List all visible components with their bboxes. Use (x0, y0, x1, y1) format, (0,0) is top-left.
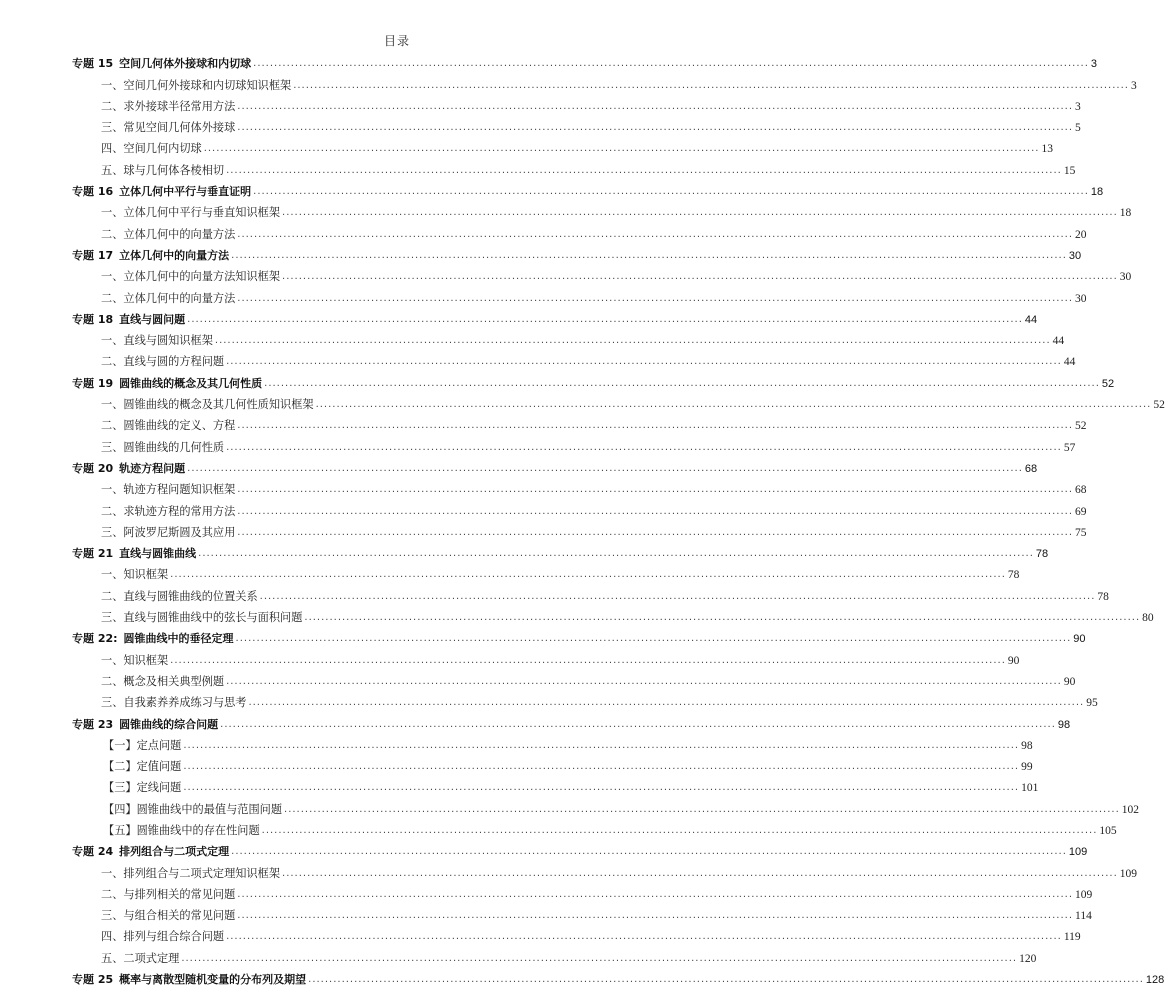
toc-page-number: 95 (1086, 697, 1098, 710)
toc-leader-dots: ........................................................................................................................................................................................................ (282, 207, 1118, 219)
toc-section-entry[interactable] (72, 582, 1109, 603)
toc-page-number: 44 (1024, 313, 1038, 326)
toc-entry-text: 二、直线与圆的方程问题 (101, 355, 225, 369)
toc-chapter-number: 专题 16 (72, 185, 114, 199)
toc-chapter-entry[interactable] (72, 369, 1115, 390)
toc-page-number: 98 (1021, 739, 1033, 752)
toc-entry-label (101, 419, 235, 433)
toc-leader-dots: ........................................................................................................................................................................................................ (237, 484, 1074, 496)
toc-entry-label (101, 441, 224, 455)
toc-section-entry[interactable] (72, 923, 1081, 944)
toc-leader-dots: ........................................................................................................................................................................................................ (231, 846, 1067, 858)
toc-entry-text: 【五】圆锥曲线中的存在性问题 (103, 823, 260, 837)
page-title: 目录 (383, 34, 410, 48)
toc-page-number: 75 (1075, 526, 1087, 539)
toc-entry-label (103, 760, 181, 774)
toc-leader-dots: ........................................................................................................................................................................................................ (282, 867, 1118, 879)
toc-entry-text: 四、排列与组合综合问题 (101, 930, 225, 944)
toc-entry-text: 【四】圆锥曲线中的最值与范围问题 (103, 802, 283, 816)
toc-entry-label (101, 483, 235, 497)
toc-chapter-number: 专题 18 (72, 312, 114, 326)
toc-entry-text: 二、立体几何中的向量方法 (101, 227, 236, 241)
toc-entry-label (72, 377, 262, 391)
toc-page-number: 90 (1063, 675, 1076, 688)
toc-entry-text: 一、轨迹方程问题知识框架 (101, 483, 236, 497)
toc-leader-dots: ........................................................................................................................................................................................................ (237, 122, 1074, 134)
toc-entry-label (103, 803, 282, 817)
toc-entry-label (72, 632, 234, 646)
toc-entry-text: 一、立体几何中的向量方法知识框架 (101, 270, 281, 284)
toc-entry-label (101, 206, 280, 220)
toc-leader-dots: ........................................................................................................................................................................................................ (315, 399, 1152, 411)
toc-chapter-number: 专题 17 (72, 248, 114, 262)
toc-page-number: 109 (1119, 867, 1138, 880)
toc-leader-dots: ........................................................................................................................................................................................................ (308, 974, 1144, 986)
toc-chapter-entry[interactable] (72, 710, 1071, 731)
toc-section-entry[interactable] (72, 795, 1140, 816)
toc-leader-dots: ........................................................................................................................................................................................................ (183, 739, 1020, 751)
toc-section-entry[interactable] (72, 199, 1132, 220)
toc-section-entry[interactable] (72, 753, 1033, 774)
toc-section-entry[interactable] (72, 497, 1087, 518)
toc-chapter-entry[interactable] (72, 306, 1038, 327)
toc-entry-text: 五、球与几何体各棱相切 (101, 163, 225, 177)
toc-entry-label (103, 739, 181, 753)
toc-entry-label (72, 973, 306, 987)
toc-chapter-number: 专题 25 (72, 973, 114, 987)
toc-section-entry[interactable] (72, 433, 1076, 454)
toc-leader-dots: ........................................................................................................................................................................................................ (237, 292, 1074, 304)
toc-page-number: 68 (1024, 462, 1038, 475)
toc-section-entry[interactable] (72, 732, 1033, 753)
toc-section-entry[interactable] (72, 71, 1137, 92)
toc-chapter-number: 专题 19 (72, 376, 114, 390)
toc-leader-dots: ........................................................................................................................................................................................................ (198, 548, 1034, 560)
toc-leader-dots: ........................................................................................................................................................................................................ (237, 526, 1074, 538)
toc-leader-dots: ........................................................................................................................................................................................................ (187, 313, 1023, 325)
toc-leader-dots: ........................................................................................................................................................................................................ (183, 782, 1020, 794)
toc-entry-text: 二、与排列相关的常见问题 (101, 887, 236, 901)
toc-page-number: 80 (1142, 612, 1154, 625)
toc-section-entry[interactable] (72, 817, 1117, 838)
toc-entry-text: 【二】定值问题 (103, 760, 182, 774)
toc-entry-text: 三、与组合相关的常见问题 (101, 909, 236, 923)
toc-page-number: 98 (1057, 718, 1071, 731)
toc-page-number: 114 (1075, 910, 1092, 923)
toc-section-entry[interactable] (72, 668, 1076, 689)
toc-entry-label (101, 867, 280, 881)
toc-page-number: 30 (1075, 292, 1087, 305)
toc-leader-dots: ........................................................................................................................................................................................................ (237, 505, 1074, 517)
toc-entry-label (101, 675, 224, 689)
toc-entry-text: 一、圆锥曲线的概念及其几何性质知识框架 (101, 398, 314, 412)
toc-entry-label (101, 398, 314, 412)
toc-entry-label (101, 334, 213, 348)
toc-entry-label (72, 185, 251, 199)
toc-entry-text: 空间几何体外接球和内切球 (119, 57, 252, 71)
toc-entry-text: 二、求轨迹方程的常用方法 (101, 504, 236, 518)
toc-entry-label (101, 164, 224, 178)
toc-chapter-number: 专题 24 (72, 845, 114, 859)
toc-entry-text: 概率与离散型随机变量的分布列及期望 (119, 973, 307, 987)
toc-chapter-entry[interactable] (72, 178, 1104, 199)
toc-page-number: 68 (1075, 484, 1087, 497)
toc-chapter-number: 专题 15 (72, 57, 114, 71)
toc-leader-dots: ........................................................................................................................................................................................................ (226, 931, 1062, 943)
toc-entry-label (101, 590, 258, 604)
toc-entry-label (101, 952, 179, 966)
toc-leader-dots: ........................................................................................................................................................................................................ (170, 569, 1006, 581)
toc-chapter-entry[interactable] (72, 625, 1086, 646)
toc-entry-label (101, 526, 235, 540)
toc-section-entry[interactable] (72, 519, 1087, 540)
toc-entry-label (101, 228, 235, 242)
toc-leader-dots: ........................................................................................................................................................................................................ (253, 58, 1089, 70)
toc-entry-text: 二、概念及相关典型例题 (101, 674, 225, 688)
toc-section-entry[interactable] (72, 348, 1076, 369)
toc-entry-text: 【一】定点问题 (103, 738, 182, 752)
toc-page-number: 78 (1097, 590, 1109, 603)
toc-page-number: 90 (1073, 633, 1086, 646)
toc-chapter-entry[interactable] (72, 838, 1088, 859)
toc-section-entry[interactable] (72, 327, 1065, 348)
toc-leader-dots: ........................................................................................................................................................................................................ (259, 590, 1096, 602)
toc-chapter-number: 专题 22: (72, 632, 118, 646)
toc-page-number: 78 (1007, 569, 1020, 582)
toc-entry-label (101, 142, 202, 156)
toc-entry-label (72, 462, 185, 476)
toc-entry-text: 立体几何中的向量方法 (119, 248, 230, 262)
toc-page-number: 52 (1153, 399, 1165, 412)
toc-entry-label (101, 121, 235, 135)
toc-entry-text: 三、常见空间几何体外接球 (101, 121, 236, 135)
toc-section-entry[interactable] (72, 93, 1081, 114)
toc-chapter-entry[interactable] (72, 540, 1049, 561)
toc-chapter-entry[interactable] (72, 966, 1165, 987)
toc-section-entry[interactable] (72, 902, 1092, 923)
toc-page-number: 52 (1075, 420, 1087, 433)
toc-chapter-number: 专题 21 (72, 547, 114, 561)
toc-leader-dots: ........................................................................................................................................................................................................ (264, 377, 1100, 389)
toc-entry-label (101, 930, 224, 944)
toc-entry-label (101, 505, 235, 519)
toc-section-entry[interactable] (72, 604, 1154, 625)
toc-entry-label (101, 100, 235, 114)
toc-leader-dots: ........................................................................................................................................................................................................ (253, 186, 1089, 198)
toc-entry-label (101, 79, 291, 93)
toc-entry-text: 二、立体几何中的向量方法 (101, 291, 236, 305)
toc-page-number: 120 (1019, 952, 1037, 965)
toc-page-number: 5 (1075, 122, 1081, 135)
toc-page-number: 69 (1075, 505, 1087, 518)
toc-entry-label (103, 781, 181, 795)
toc-leader-dots: ........................................................................................................................................................................................................ (226, 675, 1062, 687)
toc-section-entry[interactable] (72, 881, 1093, 902)
toc-section-entry[interactable] (72, 284, 1087, 305)
toc-entry-text: 三、自我素养养成练习与思考 (101, 696, 247, 710)
toc-page-number: 99 (1021, 761, 1033, 774)
toc-page-number: 15 (1063, 164, 1076, 177)
toc-page-number: 3 (1075, 100, 1081, 113)
toc-leader-dots: ........................................................................................................................................................................................................ (231, 249, 1067, 261)
toc-entry-text: 二、圆锥曲线的定义、方程 (101, 419, 236, 433)
toc-section-entry[interactable] (72, 774, 1039, 795)
toc-page-number: 101 (1021, 782, 1039, 795)
toc-page-number: 102 (1121, 803, 1140, 816)
toc-section-entry[interactable] (72, 561, 1020, 582)
toc-section-entry[interactable] (72, 944, 1037, 965)
toc-leader-dots: ........................................................................................................................................................................................................ (203, 143, 1040, 155)
toc-leader-dots: ........................................................................................................................................................................................................ (261, 824, 1098, 836)
toc-leader-dots: ........................................................................................................................................................................................................ (235, 633, 1072, 645)
toc-leader-dots: ........................................................................................................................................................................................................ (226, 356, 1062, 368)
toc-entry-label (101, 355, 224, 369)
toc-entry-text: 一、直线与圆知识框架 (101, 334, 213, 348)
toc-entry-text: 二、求外接球半径常用方法 (101, 99, 236, 113)
toc-page-number: 105 (1099, 824, 1117, 837)
toc-page-number: 30 (1119, 271, 1132, 284)
toc-page-number: 18 (1090, 186, 1104, 199)
toc-leader-dots: ........................................................................................................................................................................................................ (170, 654, 1006, 666)
toc-entry-label (72, 313, 185, 327)
toc-section-entry[interactable] (72, 412, 1087, 433)
toc-leader-dots: ........................................................................................................................................................................................................ (226, 441, 1062, 453)
toc-entry-label (72, 249, 229, 263)
toc-entry-text: 一、知识框架 (101, 653, 169, 667)
toc-entry-text: 一、知识框架 (101, 568, 169, 582)
toc-page-number: 20 (1075, 228, 1087, 241)
toc-entry-text: 五、二项式定理 (101, 951, 180, 965)
toc-entry-text: 三、圆锥曲线的几何性质 (101, 440, 225, 454)
toc-page-number: 90 (1007, 654, 1020, 667)
toc-page-number: 44 (1052, 335, 1065, 348)
toc-leader-dots: ........................................................................................................................................................................................................ (226, 164, 1062, 176)
toc-page-number: 3 (1090, 58, 1098, 71)
toc-leader-dots: ........................................................................................................................................................................................................ (284, 803, 1120, 815)
toc-page-number: 109 (1068, 846, 1088, 859)
toc-entry-label (101, 568, 168, 582)
toc-entry-label (101, 696, 246, 710)
toc-entry-text: 三、直线与圆锥曲线中的弦长与面积问题 (101, 611, 303, 625)
toc-entry-text: 圆锥曲线的综合问题 (119, 717, 219, 731)
toc-entry-text: 二、直线与圆锥曲线的位置关系 (101, 589, 258, 603)
toc-leader-dots: ........................................................................................................................................................................................................ (181, 952, 1018, 964)
toc-section-entry[interactable] (72, 220, 1087, 241)
toc-entry-text: 轨迹方程问题 (119, 461, 186, 475)
toc-leader-dots: ........................................................................................................................................................................................................ (248, 697, 1085, 709)
toc-entry-text: 【三】定线问题 (103, 781, 182, 795)
toc-entry-text: 圆锥曲线中的垂径定理 (123, 632, 234, 646)
toc-page-number: 128 (1145, 974, 1165, 987)
toc-section-entry[interactable] (72, 476, 1087, 497)
toc-leader-dots: ........................................................................................................................................................................................................ (187, 462, 1023, 474)
toc-entry-label (72, 547, 196, 561)
toc-page-number: 109 (1075, 888, 1093, 901)
toc-leader-dots: ........................................................................................................................................................................................................ (237, 420, 1074, 432)
toc-entry-label (101, 292, 235, 306)
toc-entry-label (101, 270, 280, 284)
toc-leader-dots: ........................................................................................................................................................................................................ (214, 335, 1051, 347)
toc-entry-label (103, 824, 260, 838)
toc-leader-dots: ........................................................................................................................................................................................................ (304, 612, 1141, 624)
toc-entry-text: 直线与圆锥曲线 (119, 547, 197, 561)
toc-leader-dots: ........................................................................................................................................................................................................ (237, 888, 1074, 900)
toc-entry-label (101, 611, 302, 625)
toc-chapter-number: 专题 20 (72, 461, 114, 475)
toc-page-number: 57 (1063, 441, 1076, 454)
toc-page-number: 78 (1035, 548, 1049, 561)
toc-entry-label (101, 888, 235, 902)
toc-section-entry[interactable] (72, 859, 1138, 880)
toc-entry-label (72, 57, 251, 71)
toc-page-number: 44 (1063, 356, 1076, 369)
toc-leader-dots: ........................................................................................................................................................................................................ (183, 761, 1020, 773)
toc-leader-dots: ........................................................................................................................................................................................................ (293, 79, 1129, 91)
toc-chapter-entry[interactable] (72, 242, 1082, 263)
toc-leader-dots: ........................................................................................................................................................................................................ (220, 718, 1056, 730)
toc-chapter-entry[interactable] (72, 50, 1098, 71)
toc-entry-text: 一、空间几何外接球和内切球知识框架 (101, 78, 292, 92)
toc-entry-label (101, 654, 168, 668)
toc-page-number: 119 (1063, 931, 1081, 944)
toc-entry-label (72, 845, 229, 859)
toc-section-entry[interactable] (72, 391, 1165, 412)
toc-chapter-entry[interactable] (72, 455, 1038, 476)
toc-section-entry[interactable] (72, 689, 1098, 710)
toc-section-entry[interactable] (72, 114, 1081, 135)
toc-leader-dots: ........................................................................................................................................................................................................ (237, 100, 1074, 112)
toc-entry-text: 直线与圆问题 (119, 312, 186, 326)
toc-entry-text: 排列组合与二项式定理 (119, 845, 230, 859)
toc-page-number: 3 (1130, 79, 1137, 92)
toc-section-entry[interactable] (72, 263, 1132, 284)
toc-page-number: 18 (1119, 207, 1132, 220)
toc-chapter-number: 专题 23 (72, 717, 114, 731)
toc-entry-text: 三、阿波罗尼斯圆及其应用 (101, 525, 236, 539)
toc-entry-text: 四、空间几何内切球 (101, 142, 202, 156)
toc-leader-dots: ........................................................................................................................................................................................................ (237, 228, 1074, 240)
toc-entry-text: 立体几何中平行与垂直证明 (119, 185, 252, 199)
toc-entry-label (72, 718, 218, 732)
toc-entry-text: 一、立体几何中平行与垂直知识框架 (101, 206, 281, 220)
toc-entry-label (101, 909, 235, 923)
toc-section-entry[interactable] (72, 646, 1020, 667)
table-of-contents (72, 50, 1165, 987)
toc-page-number: 30 (1068, 249, 1082, 262)
toc-section-entry[interactable] (72, 156, 1076, 177)
toc-entry-text: 圆锥曲线的概念及其几何性质 (119, 376, 263, 390)
toc-leader-dots: ........................................................................................................................................................................................................ (237, 910, 1074, 922)
toc-leader-dots: ........................................................................................................................................................................................................ (282, 271, 1118, 283)
toc-page-number: 13 (1041, 143, 1053, 156)
toc-entry-text: 一、排列组合与二项式定理知识框架 (101, 866, 281, 880)
toc-section-entry[interactable] (72, 135, 1053, 156)
toc-page-number: 52 (1101, 377, 1115, 390)
